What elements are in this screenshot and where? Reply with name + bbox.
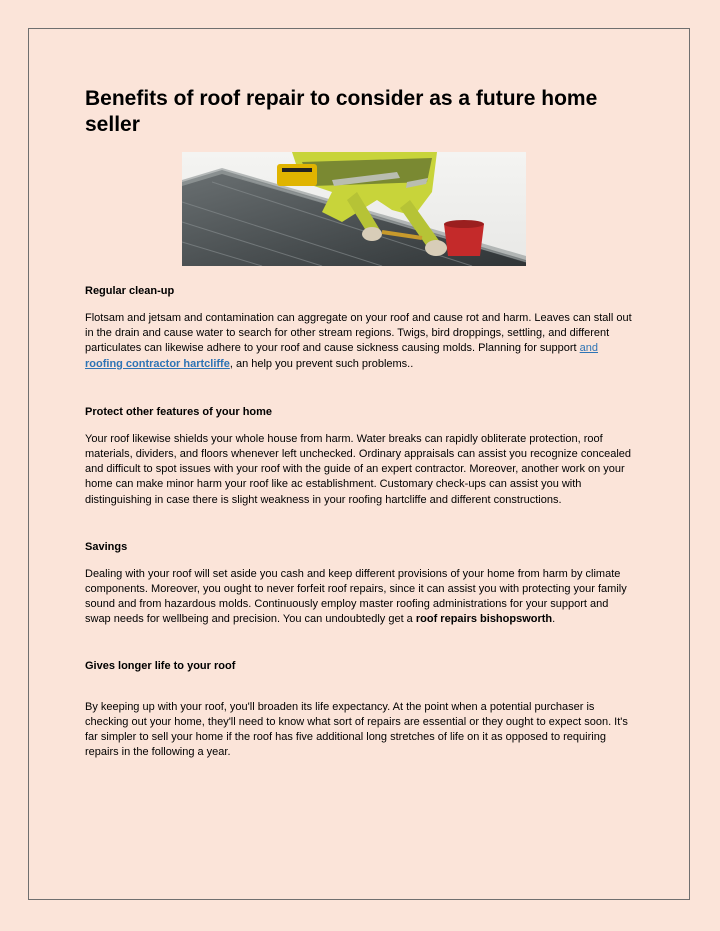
section-body-regular-clean-up bbox=[85, 311, 637, 372]
body-text-after-bold: . bbox=[552, 613, 556, 626]
section-heading-protect-features: Protect other features of your home bbox=[85, 405, 273, 418]
link-prefix: and bbox=[579, 342, 599, 355]
section-heading-savings: Savings bbox=[85, 540, 128, 553]
body-text: Flotsam and jetsam and contamination can aggregate on your roof and cause rot and harm. Leaves can stall out in the drain and cause water to search for other stream regions. Twigs, bird droppings, settling, and different particulates can likewise adhere to your roof and cause sickness causing molds. Planning for support bbox=[85, 312, 632, 355]
bold-keyword: roof repairs bishopsworth bbox=[415, 613, 553, 626]
body-text-after-link: , an help you prevent such problems.. bbox=[229, 357, 414, 370]
section-heading-regular-clean-up: Regular clean-up bbox=[85, 285, 175, 297]
section-heading-longer-life: Gives longer life to your roof bbox=[85, 659, 236, 672]
section-body-protect-features: Your roof likewise shields your whole house from harm. Water breaks can rapidly obliterate protection, roof materials, dividers, and floors whenever left unchecked. Ordinary appraisals can assist you recognize concealed and difficult to spot issues with your roof with the guide of an expert contractor. Moreover, another work on your home can make minor harm your roof like ac establishment. Customary check-ups can assist you with distinguishing in case there is slight weakness in your roofing hartcliffe and different constructions. bbox=[85, 432, 632, 506]
body-text: Dealing with your roof will set aside you cash and keep different provisions of your home from harm by climate components. Moreover, you ought to never forfeit roof repairs, since it can assist you with protecting your family sound and from hazardous molds. Continuously employ master roofing administrations for your support and swap needs for wellbeing and precision. You can undoubtedly get a bbox=[85, 567, 627, 626]
section-body-longer-life: By keeping up with your roof, you'll broaden its life expectancy. At the point when a potential purchaser is checking out your home, they'll need to know what sort of repairs are essential or they ought to expect soon. It's far simpler to sell your home if the roof has five additional long stretches of life on it as opposed to requiring repairs in the following a year. bbox=[85, 700, 628, 759]
section-body-savings bbox=[85, 567, 637, 628]
document-title: Benefits of roof repair to consider as a future home seller bbox=[85, 87, 598, 136]
link-bold-text: roofing contractor hartcliffe bbox=[85, 357, 230, 370]
document-body bbox=[85, 86, 637, 760]
roof-worker-image bbox=[182, 152, 526, 266]
